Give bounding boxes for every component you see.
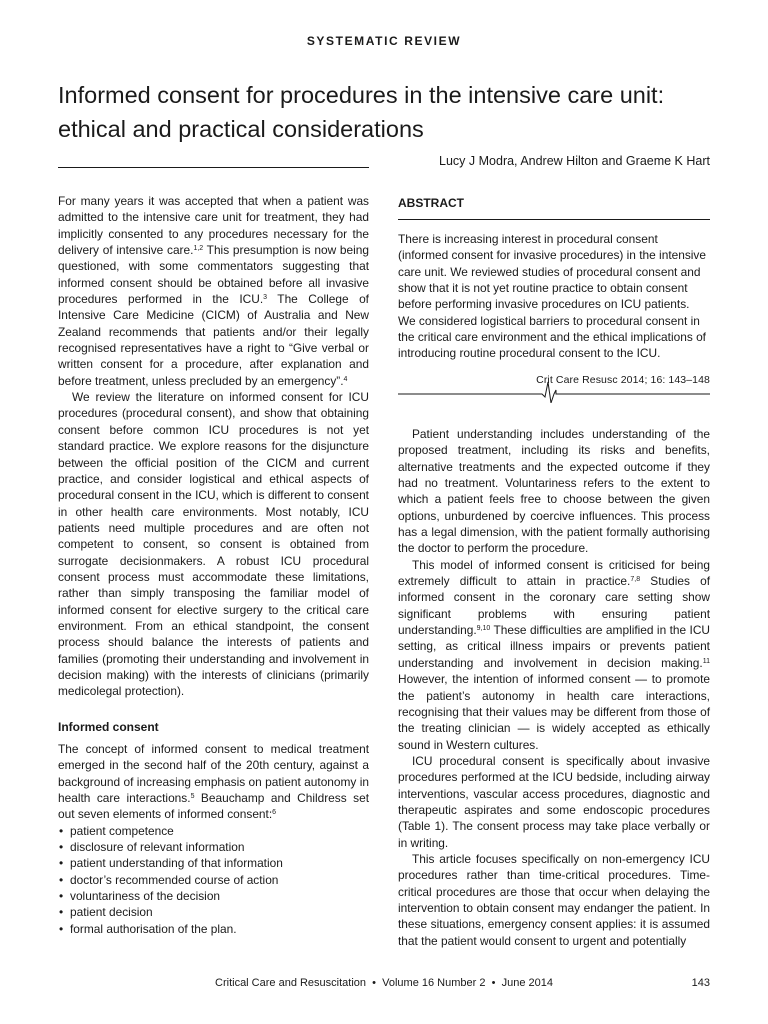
page-number: 143: [691, 977, 710, 989]
section-label: SYSTEMATIC REVIEW: [306, 34, 462, 48]
list-item: • patient decision: [58, 904, 369, 920]
paragraph: The concept of informed consent to medical treatment emerged in the second half of the 20th century, against a background of increasing emphasis on patient autonomy in health care interactions.$^5$ Beauchamp and Childress set out seven elements of informed consent:$^6$: [58, 742, 370, 822]
abstract-text: There is increasing interest in procedural consent (informed consent for invasive procedures) in the intensive care unit. We reviewed studies of procedural consent and show that it is not yet routine practice to obtain consent before performing invasive procedures on ICU patients. We considered logistical barriers to procedural consent in the critical care environment and the ethical implications of introducing routine procedural consent to the ICU.: [398, 232, 706, 361]
citation: Crit Care Resusc 2014; 16: 143–148: [536, 374, 710, 386]
section-heading-informed-consent: Informed consent: [58, 719, 159, 734]
abstract-divider: [398, 219, 710, 220]
left-column: [58, 193, 369, 937]
journal-info: [0, 977, 768, 989]
abstract-heading: ABSTRACT: [398, 196, 464, 210]
paragraph: We review the literature on informed consent for ICU procedures (procedural consent), and show that obtaining consent before common ICU procedures is not yet standard practice. We explore reasons for the disjuncture between the official position of the CICM and current practice, and consider logistical and ethical aspects of procedural consent in the ICU, which is different to consent in other health care environments. Most notably, ICU patients need multiple procedures and are often not competent to consent, so consent is obtained from surrogate decisionmakers. A robust ICU procedural consent process must accommodate these limitations, rather than simply transposing the familiar model of informed consent for elective surgery to the critical care environment. From an ethical standpoint, the consent process should balance the interests of patients and families (promoting their understanding and involvement in decision making) with the interests of clinicians (primarily medicolegal protection).: [58, 390, 369, 699]
paragraph: This model of informed consent is criticised for being extremely difficult to attain in practice.$^{7,8}$ Studies of informed consent in the coronary care setting show significant problems with ensuring patient understanding.$^{9,10}$ These difficulties are amplified in the ICU setting, as critical illness impairs or prevents patient understanding and involvement in decision making.$^{11}$ However, the intention of informed consent — to promote the patient’s autonomy in health care interactions, recognising that their values may be different from those of the treating clinician — is widely accepted as ethically sound in Western cultures.: [398, 557, 710, 752]
bullet-separator: •: [372, 977, 377, 989]
list-item: • doctor’s recommended course of action: [58, 872, 369, 888]
citation-line: [398, 373, 710, 403]
paragraph: Patient understanding includes understanding of the proposed treatment, including its risks and benefits, alternative treatments and the expected outcome if they had no treatment. Voluntariness refers to the extent to which a patient feels free to choose between the given options, unburdened by coercive influences. This process has a legal dimension, with the patient formally authorising the doctor to perform the procedure.: [398, 427, 710, 556]
article-title: [58, 78, 738, 146]
paragraph: ICU procedural consent is specifically about invasive procedures performed at the ICU bedside, including airway interventions, vascular access procedures, diagnostic and therapeutic aspirates and some endoscopic procedures (Table 1). The consent process may take place verbally or in writing.: [398, 753, 710, 850]
title-line-1: Informed consent for procedures in the intensive care unit:: [58, 82, 665, 108]
title-divider: [58, 167, 369, 168]
issue-date: June 2014: [501, 977, 553, 989]
list-item: • patient understanding of that information: [58, 855, 369, 871]
list-item: • patient competence: [58, 823, 369, 839]
journal-name: Critical Care and Resuscitation: [215, 977, 367, 989]
authors: Lucy J Modra, Andrew Hilton and Graeme K Hart: [439, 154, 710, 168]
paragraph: For many years it was accepted that when a patient was admitted to the intensive care unit for treatment, they had implicitly consented to any procedures necessary for the delivery of intensive care.$^{1,2}$ This presumption is now being questioned, with some commentators suggesting that informed consent should be obtained before all invasive procedures performed in the ICU.$^3$ The College of Intensive Care Medicine (CICM) of Australia and New Zealand recommends that patients and/or their legally recognised representatives have a right to “Give verbal or written consent for a procedure, after explanation and before treatment, unless precluded by an emergency”.$^4$: [58, 194, 369, 388]
list-item: • formal authorisation of the plan.: [58, 921, 369, 937]
bullet-separator: •: [491, 977, 496, 989]
volume: Volume 16 Number 2: [382, 977, 486, 989]
right-column: [398, 426, 710, 949]
list-item: • disclosure of relevant information: [58, 839, 369, 855]
title-line-2: ethical and practical considerations: [58, 116, 424, 142]
abstract-box: [398, 196, 710, 362]
paragraph: This article focuses specifically on non-emergency ICU procedures rather than time-critical procedures. Time-critical procedures are those that occur when delaying the intervention to obtain consent may endanger the patient. In these situations, emergency consent applies: it is assumed that the patient would consent to urgent and potentially: [398, 851, 710, 948]
consent-elements-list: [58, 823, 369, 937]
list-item: • voluntariness of the decision: [58, 888, 369, 904]
